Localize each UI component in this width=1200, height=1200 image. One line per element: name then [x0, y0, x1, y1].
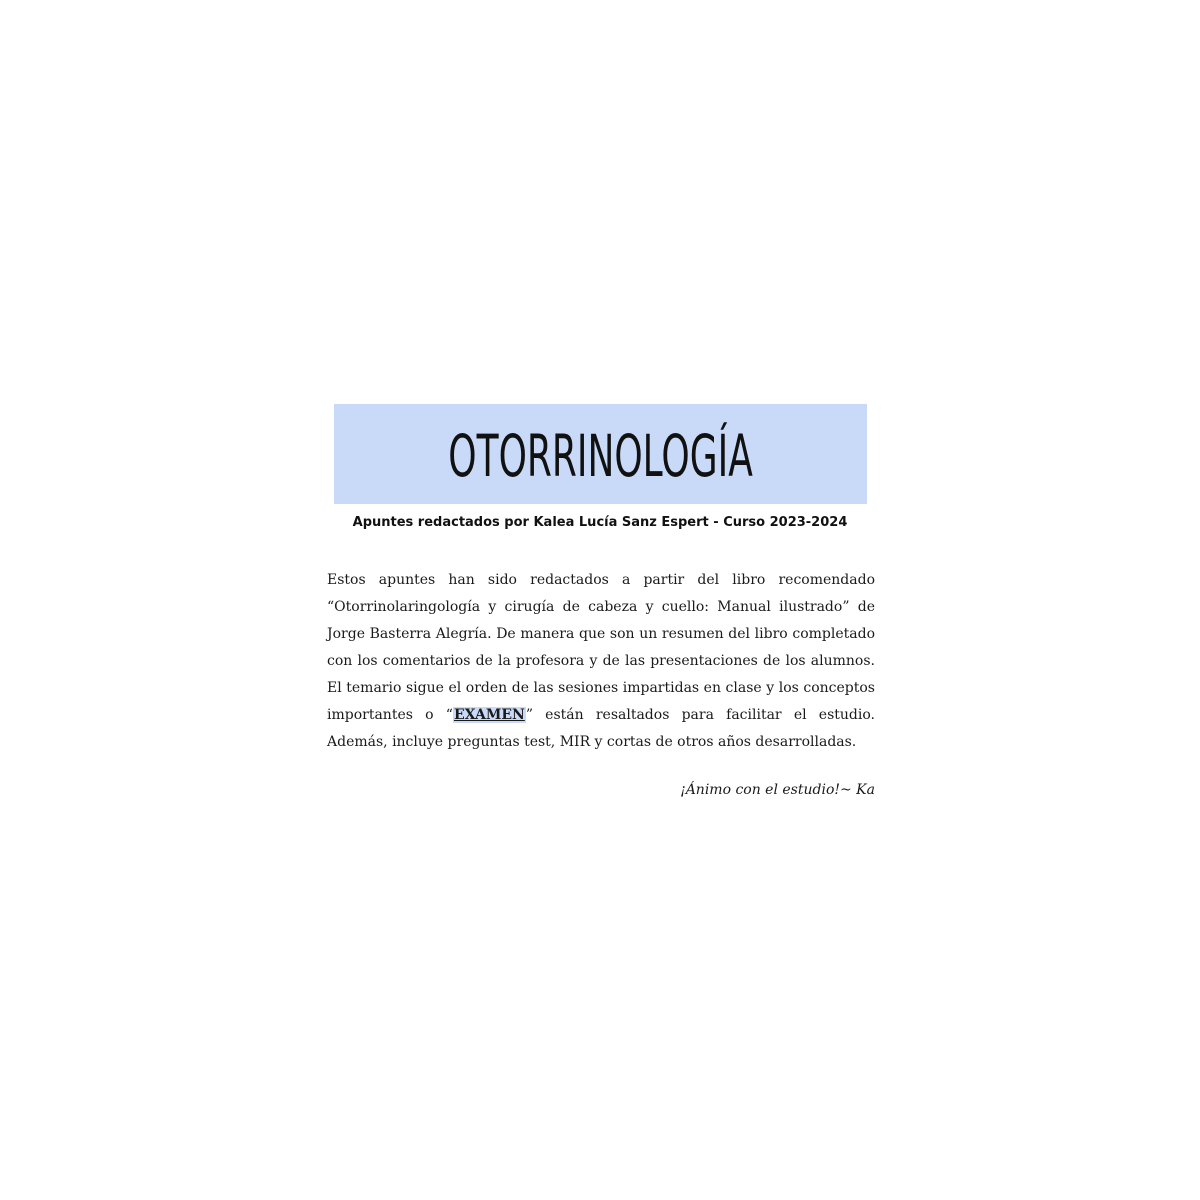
exam-highlight: EXAMEN: [453, 707, 525, 723]
signoff-text: ¡Ánimo con el estudio!~ Ka: [680, 782, 875, 798]
intro-paragraph: [327, 567, 875, 756]
intro-text-part1: Estos apuntes han sido redactados a partir del libro recomendado “Otorrinolaringología y cirugía de cabeza y cuello: Manual ilustrado” de Jorge Basterra Alegría. De manera que son un resumen del libro completado con los comentarios de la profesora y de las presentaciones de los alumnos. El temario sigue el orden de las sesiones impartidas en clase y los conceptos importantes o “: [327, 572, 875, 723]
document-subtitle: Apuntes redactados por Kalea Lucía Sanz Espert - Curso 2023-2024: [352, 515, 848, 530]
title-banner: [334, 404, 867, 504]
intro-text-part2: ” están resaltados para facilitar el estudio. Además, incluye preguntas test, MIR y cortas de otros años desarrolladas.: [327, 707, 875, 750]
document-title: OTORRINOLOGÍA: [448, 422, 753, 490]
